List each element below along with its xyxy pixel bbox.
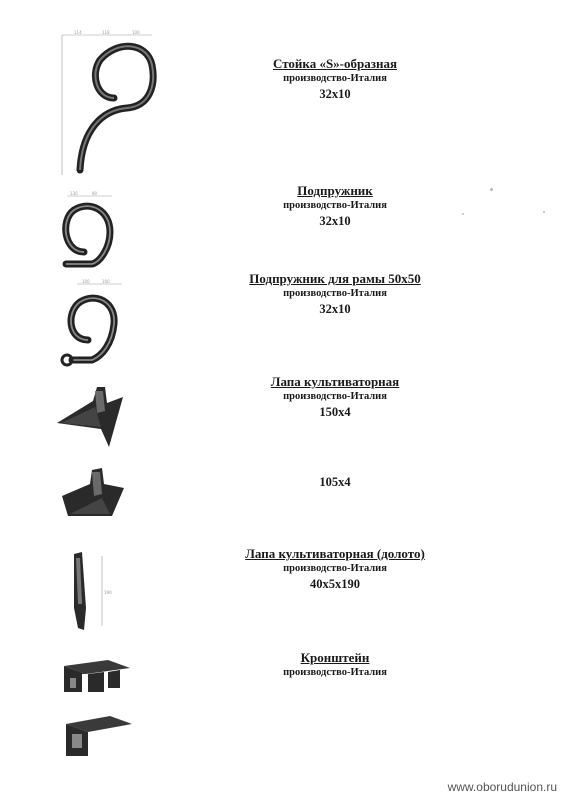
item-size: 32x10 xyxy=(319,214,351,228)
s-shank-icon xyxy=(52,30,167,180)
svg-text:100: 100 xyxy=(102,279,110,284)
item-spring xyxy=(200,183,470,230)
svg-text:118: 118 xyxy=(102,30,110,35)
item-s-shank xyxy=(200,56,470,103)
svg-text:114: 114 xyxy=(74,30,82,35)
scan-speck xyxy=(462,213,464,215)
item-origin: производство-Италия xyxy=(283,667,387,678)
item-title: Кронштейн xyxy=(300,650,370,665)
chisel-point-icon xyxy=(62,548,117,633)
svg-text:80: 80 xyxy=(92,191,98,196)
item-title: Подпружник xyxy=(297,183,373,198)
item-sweep-105 xyxy=(200,474,470,491)
item-size: 32x10 xyxy=(319,302,351,316)
item-title: Подпружник для рамы 50х50 xyxy=(249,271,421,286)
item-title: Лапа культиваторная xyxy=(270,374,400,389)
item-sweep-150 xyxy=(200,374,470,421)
spring-with-eye-icon xyxy=(52,278,127,373)
spring-icon xyxy=(52,190,122,270)
item-origin: производство-Италия xyxy=(283,391,387,402)
item-title: Лапа культиваторная (долото) xyxy=(245,546,425,561)
scan-speck xyxy=(490,188,493,191)
cultivator-sweep-icon xyxy=(55,383,135,451)
item-size: 40x5x190 xyxy=(310,577,360,591)
svg-text:190: 190 xyxy=(104,590,112,595)
item-origin: производство-Италия xyxy=(283,563,387,574)
item-bracket xyxy=(200,650,470,680)
scan-speck xyxy=(543,211,545,213)
svg-text:130: 130 xyxy=(70,191,78,196)
item-chisel xyxy=(200,546,470,593)
footer-url: www.oborudunion.ru xyxy=(447,780,557,794)
item-spring-frame xyxy=(200,271,470,318)
svg-text:100: 100 xyxy=(132,30,140,35)
item-size: 150x4 xyxy=(319,405,351,419)
svg-text:100: 100 xyxy=(82,279,90,284)
item-size: 32x10 xyxy=(319,87,351,101)
item-origin: производство-Италия xyxy=(283,288,387,299)
item-origin: производство-Италия xyxy=(283,73,387,84)
bracket-icon xyxy=(58,652,138,762)
item-title: Стойка «S»-образная xyxy=(272,56,397,71)
item-origin: производство-Италия xyxy=(283,200,387,211)
item-size: 105x4 xyxy=(319,475,351,489)
cultivator-sweep-small-icon xyxy=(58,466,128,522)
